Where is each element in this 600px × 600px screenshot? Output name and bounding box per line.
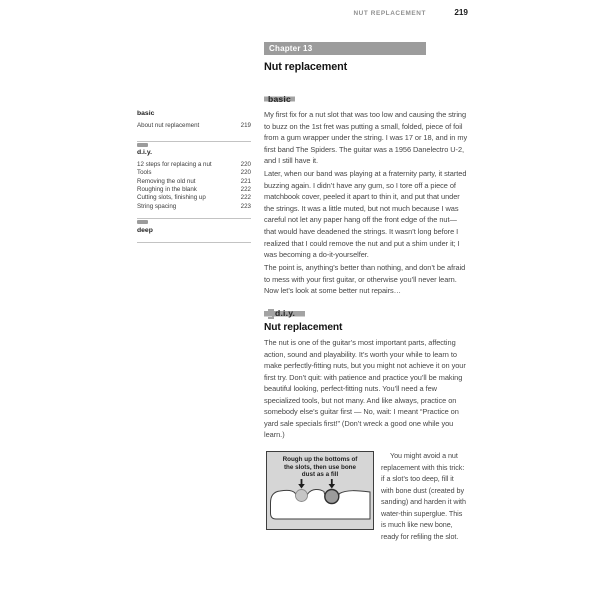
- toc-item-title: Removing the old nut: [137, 177, 196, 185]
- toc-item: [137, 161, 251, 168]
- bracket-decoration-icon: [268, 309, 274, 319]
- down-arrow-icon: [329, 479, 336, 489]
- diy-section-heading: Nut replacement: [264, 322, 343, 333]
- figure-nut-slot-fill: [266, 451, 374, 530]
- sidebar-tab-marker: [137, 143, 148, 147]
- paragraph: The nut is one of the guitar’s most important parts, affecting action, sound and playability. It’s worth your while to learn to make perfectly-fitting nuts, but you might not achieve it on your first try. Don’t quit: with patience and practice you’ll be making beautiful looking, perfect-fitting nuts. You’ll need a few specialized tools, but not many. And like always, practice on somebody else’s guitar first — No, wait: I meant “Practice on yard sale specials first!” (Don’t wreck a good one while you learn.): [264, 338, 466, 440]
- basic-section-label: [264, 94, 295, 104]
- basic-section-label-text: basic: [268, 94, 291, 104]
- toc-item-page: 222: [240, 185, 251, 193]
- toc-item-page: 221: [240, 177, 251, 185]
- toc-item: [137, 169, 251, 176]
- chapter-banner: Chapter 13: [264, 42, 426, 55]
- toc-section-basic: basic: [137, 110, 155, 117]
- toc-item: [137, 178, 251, 185]
- toc-item: [137, 122, 251, 129]
- toc-item-page: 223: [240, 202, 251, 210]
- toc-item: [137, 194, 251, 201]
- sidebar-tab-marker: [137, 220, 148, 224]
- paragraph: Later, when our band was playing at a fraternity party, it started buzzing again. I didn’t have any gum, so I tore off a piece of matchbook cover, peeled it apart to thin it, and put that under the strings. It was a little muted, but not much because I was careful not let any paper hang off the front edge of the nut—that would have deadened the strings. It wasn’t long before I realized that I could remove the nut and put a shim under it; I was becoming a do-it-yourselfer.: [264, 169, 467, 260]
- dot-decoration-icon: [296, 311, 301, 316]
- toc-item-title: Tools: [137, 169, 152, 177]
- toc-item: [137, 203, 251, 210]
- toc-item-title: String spacing: [137, 202, 177, 210]
- diy-section-label-text: d.i.y.: [275, 308, 296, 318]
- toc-divider: [137, 242, 251, 243]
- chapter-title: Nut replacement: [264, 61, 348, 73]
- toc-section-deep: deep: [137, 227, 153, 234]
- paragraph: The point is, anything’s better than nothing, and don’t be afraid to mess with your first guitar, or otherwise you’ll never learn. Now let’s look at some better nut repairs…: [264, 263, 466, 296]
- running-header: NUT REPLACEMENT: [353, 10, 426, 17]
- figure-caption: Rough up the bottoms of the slots, then use bone dust as a fill: [282, 456, 358, 479]
- diy-section-body: [264, 337, 468, 442]
- bone-dust-fill-right: [325, 490, 339, 504]
- toc-item-title: Cutting slots, finishing up: [137, 194, 206, 202]
- toc-item-title: About nut replacement: [137, 122, 200, 129]
- toc-divider: [137, 141, 251, 142]
- toc-item: [137, 186, 251, 193]
- toc-item-title: Roughing in the blank: [137, 185, 197, 193]
- nut-body-shape: [271, 489, 371, 519]
- toc-item-title: 12 steps for replacing a nut: [137, 161, 212, 168]
- toc-item-page: 220: [240, 169, 251, 177]
- page-number: 219: [454, 8, 468, 17]
- basic-section-body: [264, 109, 468, 298]
- paragraph: My first fix for a nut slot that was too low and causing the string to buzz on the 1st fret was putting a small, folded, piece of foil from a gum wrapper under the string. I was 17 or 18, and in my first band The Spiders. The guitar was a 1956 Danelectro U-2, and I still have it.: [264, 110, 468, 166]
- nut-cross-section-drawing: [267, 479, 372, 529]
- toc-item-page: 219: [240, 122, 251, 129]
- tip-paragraph: You might avoid a nut replacement with this trick: if a slot’s too deep, fill it with bone dust (created by sanding) and harden it with water-thin superglue. This is much like new bone, ready for refiling the slot.: [381, 451, 466, 541]
- toc-item-page: 222: [240, 194, 251, 202]
- toc-divider: [137, 218, 251, 219]
- diy-section-label: [264, 308, 305, 319]
- bone-dust-fill-left: [296, 490, 308, 502]
- toc-item-page: 220: [240, 161, 251, 168]
- down-arrow-icon: [298, 479, 305, 489]
- toc-section-diy: d.i.y.: [137, 149, 152, 156]
